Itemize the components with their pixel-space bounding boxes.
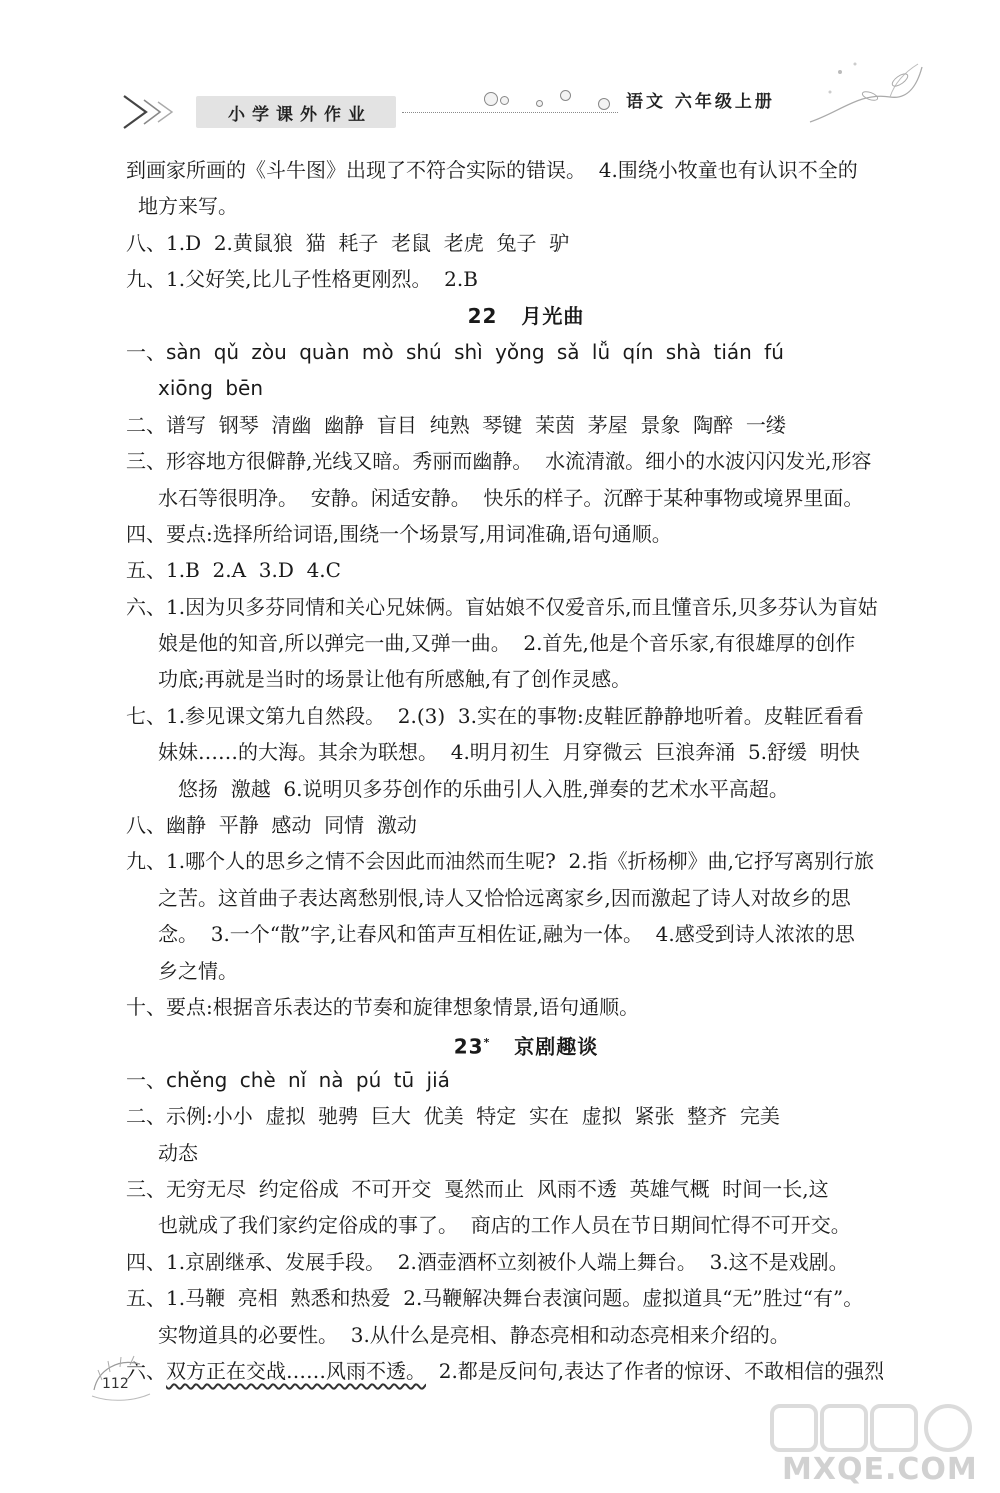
text-line: 五、1.B 2.A 3.D 4.C <box>126 558 341 583</box>
text-line: 到画家所画的《斗牛图》出现了不符合实际的错误。 4.围绕小牧童也有认识不全的 <box>126 158 858 182</box>
text-line: 十、要点:根据音乐表达的节奏和旋律想象情景,语句通顺。 <box>126 994 640 1019</box>
lesson-number: 23 <box>453 1035 484 1060</box>
text-line: 妹妹……的大海。其余为联想。 4.明月初生 月穿微云 巨浪奔涌 5.舒缓 明快 <box>158 740 860 765</box>
text-line: 娘是他的知音,所以弹完一曲,又弹一曲。 2.首先,他是个音乐家,有很雄厚的创作 <box>158 631 856 656</box>
text-line: 功底;再就是当时的场景让他有所感触,有了创作灵感。 <box>158 667 632 692</box>
decorative-dot <box>560 90 571 101</box>
text-line: 地方来写。 <box>138 194 238 219</box>
lesson-title: 月光曲 <box>521 303 585 328</box>
wavy-underlined-phrase: 双方正在交战……风雨不透。 <box>166 1358 426 1383</box>
text-line: 二、示例:小小 虚拟 驰骋 巨大 优美 特定 实在 虚拟 紧张 整齐 完美 <box>126 1104 780 1129</box>
text-line: 水石等很明净。 安静。闲适安静。 快乐的样子。沉醉于某种事物或境界里面。 <box>158 485 864 510</box>
text-line: 八、1.D 2.黄鼠狼 猫 耗子 老鼠 老虎 兔子 驴 <box>126 230 570 255</box>
lesson-number: 22 <box>467 303 498 328</box>
text-line: 一、chěng chè nǐ nà pú tū jiá <box>126 1067 450 1092</box>
optional-lesson-mark: * <box>483 1036 491 1050</box>
decorative-dot <box>484 92 498 106</box>
text-line: 七、1.参见课文第九自然段。 2.(3) 3.实在的事物:皮鞋匠静静地听着。皮鞋匠看看 <box>126 703 864 728</box>
floral-decoration-icon <box>800 52 930 142</box>
lesson-23-heading <box>126 1025 926 1061</box>
text-line: 六、1.因为贝多芬同情和关心兄妹俩。盲姑娘不仅爱音乐,而且懂音乐,贝多芬认为盲姑 <box>126 594 878 619</box>
text-line: 一、sàn qǔ zòu quàn mò shú shì yǒng sǎ lǚ qín shà tián fú <box>126 339 784 364</box>
page-header <box>0 0 1000 150</box>
decorative-dot <box>500 96 509 105</box>
decorative-dot <box>598 98 610 110</box>
series-title: 小学课外作业 <box>228 105 372 125</box>
text-line: 乡之情。 <box>158 958 238 983</box>
text-line: 八、幽静 平静 感动 同情 激动 <box>126 813 417 838</box>
answer-content <box>126 152 926 1389</box>
watermark-logo-icon <box>768 1400 988 1460</box>
text-line: 三、形容地方很僻静,光线又暗。秀丽而幽静。 水流清澈。细小的水波闪闪发光,形容 <box>126 449 872 474</box>
text-line: 四、要点:选择所给词语,围绕一个场景写,用词准确,语句通顺。 <box>126 521 672 546</box>
lesson-title: 京剧趣谈 <box>514 1035 599 1060</box>
text-line-underlined <box>126 1353 926 1389</box>
text-line: 二、谱写 钢琴 清幽 幽静 盲目 纯熟 琴键 茉茵 茅屋 景象 陶醉 一缕 <box>126 412 786 437</box>
page-number: 112 <box>102 1376 129 1392</box>
text-line: 九、1.父好笑,比儿子性格更刚烈。 2.B <box>126 267 478 292</box>
text-line: 之苦。这首曲子表达离愁别恨,诗人又恰恰远离家乡,因而激起了诗人对故乡的思 <box>158 885 851 910</box>
text-line: 五、1.马鞭 亮相 熟悉和热爱 2.马鞭解决舞台表演问题。虚拟道具“无”胜过“有”。 <box>126 1286 864 1311</box>
decorative-dot <box>536 100 543 107</box>
item-prefix: 六、 <box>126 1358 166 1383</box>
text-line: 也就成了我们家约定俗成的事了。 商店的工作人员在节日期间忙得不可开交。 <box>158 1213 851 1238</box>
watermark-text: MXQE.COM <box>782 1452 978 1487</box>
double-chevron-icon <box>120 92 180 132</box>
text-line: 动态 <box>158 1140 198 1165</box>
header-divider <box>402 112 618 114</box>
item-rest: 2.都是反问句,表达了作者的惊讶、不敢相信的强烈 <box>426 1358 885 1383</box>
text-line: 四、1.京剧继承、发展手段。 2.酒壶酒杯立刻被仆人端上舞台。 3.这不是戏剧。 <box>126 1249 849 1274</box>
text-line: 实物道具的必要性。 3.从什么是亮相、静态亮相和动态亮相来介绍的。 <box>158 1322 790 1347</box>
text-line: 念。 3.一个“散”字,让春风和笛声互相佐证,融为一体。 4.感受到诗人浓浓的思 <box>158 922 855 947</box>
text-line: 三、无穷无尽 约定俗成 不可开交 戛然而止 风雨不透 英雄气概 时间一长,这 <box>126 1176 829 1201</box>
lesson-22-heading <box>126 298 926 334</box>
text-line: 悠扬 激越 6.说明贝多芬创作的乐曲引人入胜,弹奏的艺术水平高超。 <box>178 776 789 801</box>
subject-grade-label: 语文 六年级上册 <box>626 92 775 112</box>
text-line: 九、1.哪个人的思乡之情不会因此而油然而生呢? 2.指《折杨柳》曲,它抒写离别行旅 <box>126 849 874 874</box>
text-line: xiōng bēn <box>158 376 264 401</box>
